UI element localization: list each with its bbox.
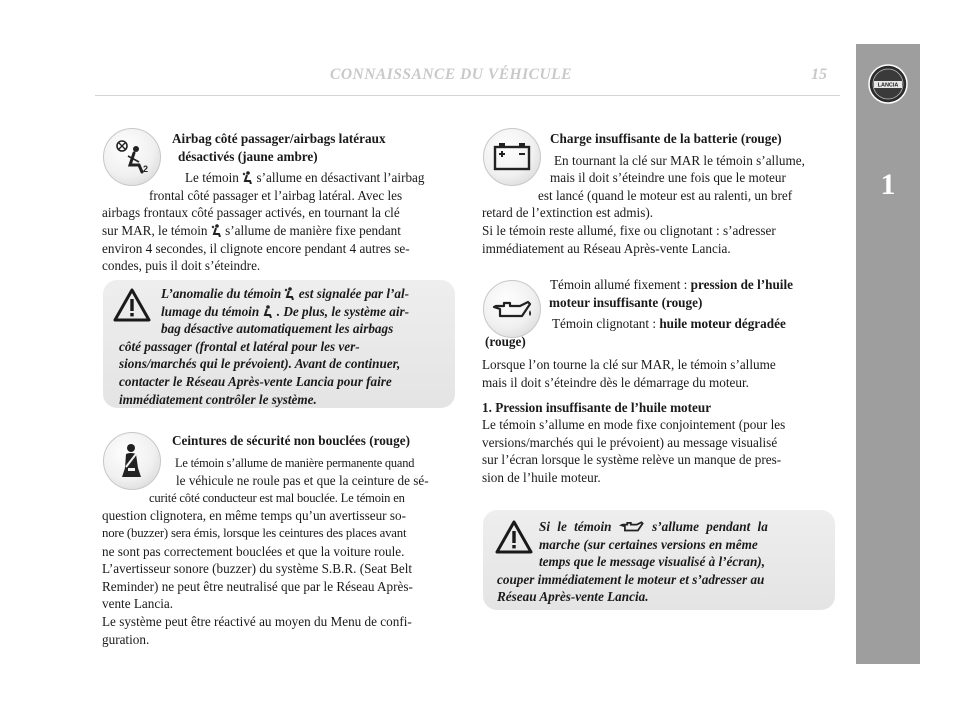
airbag-body-3: airbags frontaux côté passager activés, en tournant la clé: [102, 205, 400, 221]
airbag-note-1: L’anomalie du témoin est signalée par l’al-: [161, 286, 410, 301]
svg-text:LANCIA: LANCIA: [877, 82, 899, 89]
oil-sub-body-3: sur l’écran lorsque le système relève un manque de pres-: [482, 452, 782, 468]
airbag-title-2: désactivés (jaune ambre): [178, 148, 318, 164]
oil-body-1: Lorsque l’on tourne la clé sur MAR, le témoin s’allume: [482, 357, 776, 373]
seatbelt-body-7: L’avertisseur sonore (buzzer) du système S.B.R. (Seat Belt: [102, 561, 413, 577]
seatbelt-body-3: curité côté conducteur est mal bouclée. Le témoin en: [149, 490, 405, 505]
oil-body-2: mais il doit s’éteindre dès le démarrage du moteur.: [482, 374, 749, 390]
oil-sub-body-2: versions/marchés qui le prévoient) au message visualisé: [482, 434, 778, 450]
airbag-note-2: lumage du témoin . De plus, le système air-: [161, 303, 410, 319]
seatbelt-title: Ceintures de sécurité non bouclées (rouge): [172, 433, 410, 448]
airbag-note-7: immédiatement contrôler le système.: [119, 391, 317, 407]
battery-body-2: mais il doit s’éteindre une fois que le moteur: [550, 170, 786, 186]
airbag-generic-inline-icon: [262, 305, 273, 318]
seatbelt-body-4: question clignotera, en même temps qu’un avertisseur so-: [102, 508, 406, 524]
oil-subtitle: 1. Pression insuffisante de l’huile moteur: [482, 399, 712, 415]
battery-section: [482, 130, 838, 257]
airbag-inline-icon: [242, 171, 253, 184]
airbag-inline-icon: [284, 287, 295, 300]
oil-note-2: marche (sur certaines versions en même: [539, 536, 758, 552]
oil-note-4: couper immédiatement le moteur et s’adresser au: [497, 571, 765, 587]
battery-body-1: En tournant la clé sur MAR le témoin s’allume,: [554, 152, 805, 168]
airbag-inline-icon: [211, 224, 222, 237]
oil-note-1: Si le témoin s’allume pendant la: [539, 519, 768, 534]
header-rule: [95, 95, 840, 96]
oil-section: [482, 276, 838, 487]
seatbelt-body-8: Reminder) ne peut être neutralisé que par le Réseau Après-: [102, 578, 413, 594]
battery-body-6: immédiatement au Réseau Après-vente Lancia.: [482, 240, 731, 256]
airbag-note-3: bag désactive automatiquement les airbags: [161, 321, 394, 337]
airbag-body-6: condes, puis il doit s’éteindre.: [102, 258, 261, 274]
seatbelt-body-9: vente Lancia.: [102, 596, 174, 612]
airbag-note-4: côté passager (frontal et latéral pour les ver-: [119, 338, 360, 354]
battery-title: Charge insuffisante de la batterie (rouge): [550, 131, 782, 146]
airbag-title-1: Airbag côté passager/airbags latéraux: [172, 131, 386, 146]
airbag-body-2: frontal côté passager et l’airbag latéral. Avec les: [149, 187, 403, 203]
seatbelt-body-2: le véhicule ne roule pas et que la ceinture de sé-: [176, 473, 429, 489]
battery-body-5: Si le témoin reste allumé, fixe ou clignotant : s’adresser: [482, 222, 776, 238]
oil-sub-body-4: sion de l’huile moteur.: [482, 469, 601, 485]
page-number: 15: [811, 66, 827, 83]
lancia-logo-icon: [868, 64, 908, 104]
oil-status-fixed-2: moteur insuffisante (rouge): [549, 294, 703, 310]
chapter-sidebar: [856, 44, 920, 664]
airbag-body-5: environ 4 secondes, il clignote encore pendant 4 autres se-: [102, 240, 410, 256]
seatbelt-body-1: Le témoin s’allume de manière permanente quand: [175, 455, 415, 470]
airbag-body-4: sur MAR, le témoin s’allume de manière fixe pendant: [102, 222, 401, 238]
oil-status-blink-2: (rouge): [485, 333, 526, 349]
airbag-warning-note: [103, 280, 455, 408]
seatbelt-body-5: nore (buzzer) sera émis, lorsque les ceintures des places avant: [102, 525, 407, 540]
oil-status-blink: Témoin clignotant : huile moteur dégradée: [552, 316, 786, 332]
oil-note-3: temps que le message visualisé à l’écran),: [539, 554, 765, 570]
seatbelt-body-11: guration.: [102, 631, 150, 647]
airbag-note-6: contacter le Réseau Après-vente Lancia pour faire: [119, 373, 392, 389]
chapter-number: 1: [880, 168, 896, 201]
oil-status-fixed: Témoin allumé fixement : pression de l’huile: [550, 277, 793, 292]
svg-text:2: 2: [143, 164, 149, 174]
airbag-note-5: sions/marchés qui le prévoient). Avant de continuer,: [119, 356, 401, 372]
oil-sub-body-1: Le témoin s’allume en mode fixe conjointement (pour les: [482, 417, 786, 433]
oil-warning-note: [483, 510, 835, 610]
seatbelt-body-10: Le système peut être réactivé au moyen du Menu de confi-: [102, 613, 412, 629]
seatbelt-section: [102, 432, 458, 648]
airbag-body-1: Le témoin s’allume en désactivant l’airbag: [185, 170, 425, 186]
oil-note-5: Réseau Après-vente Lancia.: [497, 589, 649, 605]
battery-body-3: est lancé (quand le moteur est au ralenti, un bref: [538, 187, 793, 203]
battery-body-4: retard de l’extinction est admis).: [482, 205, 654, 221]
airbag-section: [102, 130, 458, 275]
section-title: CONNAISSANCE DU VÉHICULE: [330, 66, 572, 83]
seatbelt-body-6: ne sont pas correctement bouclées et que la voiture roule.: [102, 543, 405, 559]
oil-inline-icon: [619, 521, 645, 533]
